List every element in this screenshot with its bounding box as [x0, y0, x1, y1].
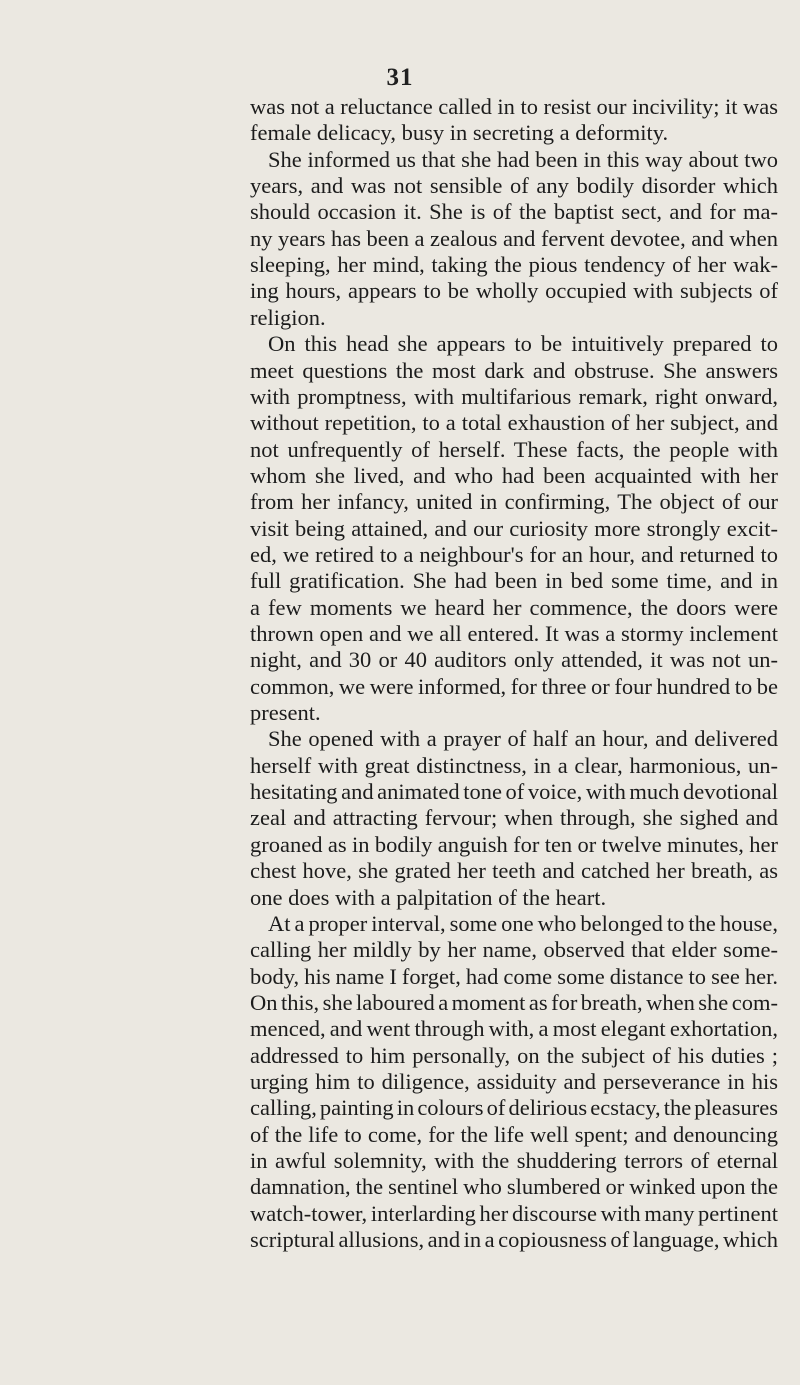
text-line: visit being attained, and our curiosity more strongly excit- [250, 515, 778, 541]
text-line: ed, we retired to a neighbour's for an hour, and returned to [250, 541, 778, 567]
text-line: whom she lived, and who had been acquainted with her [250, 462, 778, 488]
text-line: thrown open and we all entered. It was a stormy inclement [250, 621, 778, 646]
text-line: ing hours, appears to be wholly occupied with subjects of [250, 278, 778, 304]
text-line: On this, she laboured a moment as for breath, when she com- [250, 989, 778, 1015]
text-line: hesitating and animated tone of voice, with much devotional [250, 779, 778, 805]
text-line: female delicacy, busy in secreting a deformity. [250, 120, 669, 146]
text-line: not unfrequently of herself. These facts, the people with [250, 436, 778, 462]
text-line: zeal and attracting fervour; when through, she sighed and [250, 805, 778, 831]
text-line: a few moments we heard her commence, the doors were [250, 594, 778, 620]
text-line: herself with great distinctness, in a clear, harmonious, un- [250, 752, 778, 778]
text-line: calling her mildly by her name, observed that elder some- [250, 937, 778, 963]
text-line: was not a reluctance called in to resist our incivility; it was [250, 94, 778, 119]
text-line: chest hove, she grated her teeth and catched her breath, as [250, 858, 778, 884]
text-line: urging him to diligence, assiduity and perseverance in his [250, 1068, 778, 1094]
text-line: scriptural allusions, and in a copiousness of language, which [250, 1227, 778, 1253]
text-line: with promptness, with multifarious remark, right onward, [250, 383, 778, 409]
text-line: groaned as in bodily anguish for ten or twelve minutes, her [250, 831, 778, 857]
text-line: damnation, the sentinel who slumbered or winked upon the [250, 1174, 778, 1200]
text-line: common, we were informed, for three or four hundred to be [250, 673, 778, 699]
text-line: should occasion it. She is of the baptist sect, and for ma- [250, 199, 778, 225]
text-line: present. [250, 700, 321, 726]
text-line: body, his name I forget, had come some distance to see her. [250, 963, 778, 989]
text-line: calling, painting in colours of delirious ecstacy, the pleasures [250, 1095, 778, 1121]
text-line: addressed to him personally, on the subject of his duties ; [250, 1042, 778, 1068]
text-line: watch-tower, interlarding her discourse with many pertinent [250, 1200, 778, 1226]
text-line: full gratification. She had been in bed some time, and in [250, 568, 778, 594]
text-line: night, and 30 or 40 auditors only attended, it was not un- [250, 647, 778, 673]
text-line: On this head she appears to be intuitively prepared to [268, 331, 778, 357]
text-line: years, and was not sensible of any bodily disorder which [250, 173, 778, 199]
text-line: ny years has been a zealous and fervent devotee, and when [250, 225, 778, 251]
text-line: of the life to come, for the life well spent; and denouncing [250, 1121, 778, 1147]
text-line: from her infancy, united in confirming, The object of our [250, 489, 778, 515]
text-line: At a proper interval, some one who belonged to the house, [268, 910, 778, 936]
text-line: in awful solemnity, with the shuddering terrors of eternal [250, 1148, 778, 1173]
page-number: 31 [386, 64, 414, 91]
text-line: one does with a palpitation of the heart. [250, 884, 607, 910]
text-line: without repetition, to a total exhaustion of her subject, and [250, 410, 778, 436]
text-line: She informed us that she had been in this way about two [268, 146, 778, 172]
text-line: sleeping, her mind, taking the pious tendency of her wak- [250, 252, 778, 278]
text-line: She opened with a prayer of half an hour, and delivered [268, 726, 778, 752]
text-line: meet questions the most dark and obstruse. She answers [250, 357, 778, 383]
text-line: religion. [250, 304, 326, 330]
text-line: menced, and went through with, a most elegant exhortation, [250, 1016, 778, 1042]
